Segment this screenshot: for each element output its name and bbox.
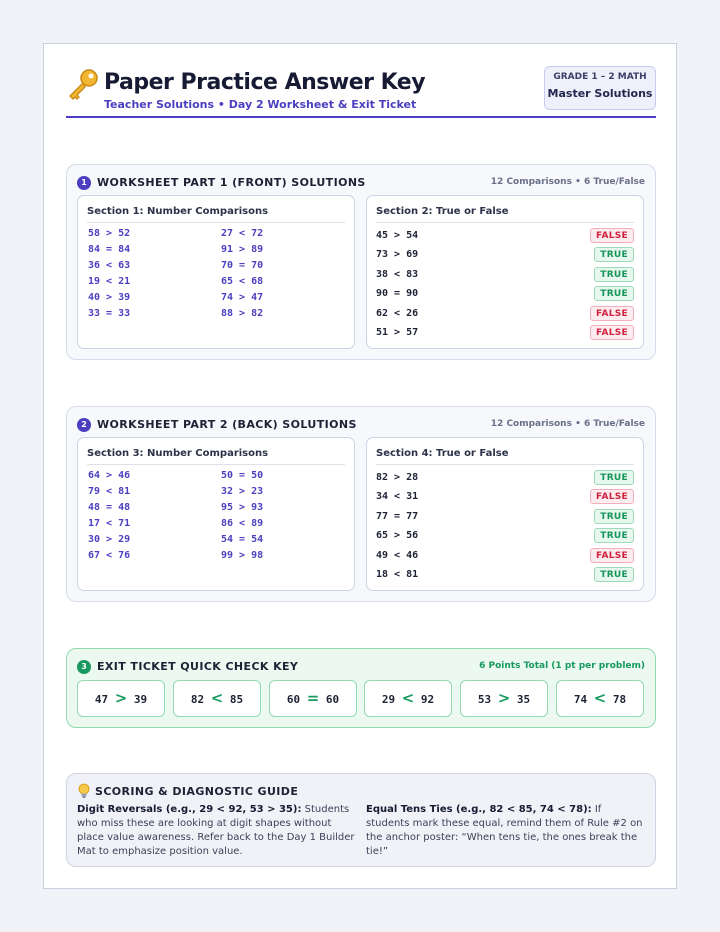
- tf-expression: 38 < 83: [376, 268, 419, 280]
- comparison-item: 17 < 71: [88, 518, 131, 529]
- comparison-item: 27 < 72: [221, 228, 264, 239]
- ticket-right-number: 92: [420, 693, 435, 706]
- comparison-item: 30 > 29: [88, 534, 131, 545]
- true-false-row: [376, 227, 634, 246]
- ticket-symbol: >: [497, 689, 511, 707]
- card-meta: 12 Comparisons • 6 True/False: [490, 419, 645, 429]
- grade-badge: [544, 66, 656, 110]
- worksheet-part-2-card: [66, 406, 656, 602]
- comparison-item: 70 = 70: [221, 260, 264, 271]
- tf-expression: 34 < 31: [376, 491, 419, 503]
- card-meta: 12 Comparisons • 6 True/False: [490, 177, 645, 187]
- ticket-right-number: 85: [229, 693, 244, 706]
- comparison-panel: [77, 195, 355, 349]
- scoring-guide-card: [66, 773, 656, 867]
- true-badge: TRUE: [594, 509, 634, 524]
- comparison-item: 32 > 23: [221, 486, 264, 497]
- section-number-badge: 3: [77, 660, 91, 674]
- tf-expression: 77 = 77: [376, 510, 419, 522]
- comparison-item: 19 < 21: [88, 276, 131, 287]
- master-solutions-label: Master Solutions: [547, 87, 653, 100]
- true-false-row: [376, 266, 634, 285]
- true-false-list: [376, 227, 634, 343]
- answer-key-page: [43, 43, 677, 889]
- ticket-symbol: =: [306, 689, 320, 707]
- comparison-item: 91 > 89: [221, 244, 264, 255]
- tf-expression: 90 = 90: [376, 288, 419, 300]
- ticket-left-number: 29: [381, 693, 396, 706]
- tf-expression: 82 > 28: [376, 472, 419, 483]
- note-body: Students who miss these are looking at digit shapes without place value awareness. Refer back to the Day 1 Builder Mat to emphasize position value.: [77, 804, 355, 857]
- comparison-item: 64 > 46: [88, 470, 131, 481]
- exit-ticket-card: [66, 648, 656, 728]
- exit-ticket-item: [364, 680, 452, 717]
- ticket-right-number: 35: [516, 693, 531, 706]
- true-false-row: [376, 285, 634, 304]
- false-badge: FALSE: [590, 306, 634, 321]
- true-false-list: [376, 469, 634, 585]
- panel-title: Section 4: True or False: [376, 448, 634, 465]
- comparison-item: 99 > 98: [221, 550, 264, 561]
- true-false-row: [376, 527, 634, 546]
- comparison-item: 33 = 33: [88, 308, 131, 319]
- false-badge: FALSE: [590, 548, 634, 563]
- page-subtitle: Teacher Solutions • Day 2 Worksheet & Exit Ticket: [104, 98, 417, 111]
- ticket-symbol: <: [401, 689, 415, 707]
- comparison-item: 86 < 89: [221, 518, 264, 529]
- page-header: [66, 66, 656, 118]
- card-meta: 6 Points Total (1 pt per problem): [479, 661, 645, 671]
- false-badge: FALSE: [590, 228, 634, 243]
- note-heading: Digit Reversals (e.g., 29 < 92, 53 > 35):: [77, 804, 302, 815]
- comparison-panel: [77, 437, 355, 591]
- true-badge: TRUE: [594, 567, 634, 582]
- tf-expression: 62 < 26: [376, 307, 419, 319]
- true-false-row: [376, 566, 634, 585]
- note-heading: Equal Tens Ties (e.g., 82 < 85, 74 < 78):: [366, 804, 592, 815]
- tf-expression: 73 > 69: [376, 249, 419, 261]
- comparison-item: 88 > 82: [221, 308, 264, 319]
- ticket-left-number: 60: [286, 693, 301, 706]
- true-false-row: [376, 246, 634, 265]
- panel-title: Section 1: Number Comparisons: [87, 206, 345, 223]
- tf-expression: 18 < 81: [376, 568, 419, 580]
- section-number-badge: 2: [77, 418, 91, 432]
- false-badge: FALSE: [590, 489, 634, 504]
- equal-tens-note: [366, 803, 644, 859]
- comparison-item: 54 = 54: [221, 534, 264, 545]
- exit-ticket-item: [556, 680, 644, 717]
- comparison-item: 79 < 81: [88, 486, 131, 497]
- ticket-symbol: <: [593, 689, 607, 707]
- ticket-symbol: <: [210, 689, 224, 707]
- page-title: Paper Practice Answer Key: [104, 70, 426, 95]
- comparison-item: 58 > 52: [88, 228, 131, 239]
- comparison-item: 95 > 93: [221, 502, 264, 513]
- exit-ticket-item: [77, 680, 165, 717]
- true-badge: TRUE: [594, 470, 634, 485]
- lightbulb-icon: [77, 783, 91, 799]
- ticket-left-number: 47: [94, 693, 109, 706]
- true-false-row: [376, 305, 634, 324]
- true-badge: TRUE: [594, 286, 634, 301]
- comparison-item: 50 = 50: [221, 470, 264, 481]
- comparison-item: 48 = 48: [88, 502, 131, 513]
- exit-ticket-item: [269, 680, 357, 717]
- grade-label: GRADE 1 – 2 MATH: [553, 72, 647, 82]
- comparison-item: 67 < 76: [88, 550, 131, 561]
- card-title: EXIT TICKET QUICK CHECK KEY: [97, 660, 299, 673]
- comparison-item: 74 > 47: [221, 292, 264, 303]
- note-body: If students mark these equal, remind them of Rule #2 on the anchor poster: “When tens tie, the ones break the tie!”: [366, 804, 643, 857]
- true-badge: TRUE: [594, 528, 634, 543]
- comparison-item: 40 > 39: [88, 292, 131, 303]
- exit-ticket-item: [173, 680, 261, 717]
- ticket-right-number: 60: [325, 693, 340, 706]
- true-false-panel: [366, 195, 644, 349]
- digit-reversals-note: [77, 803, 355, 859]
- guide-title: SCORING & DIAGNOSTIC GUIDE: [95, 785, 299, 798]
- tf-expression: 45 > 54: [376, 230, 419, 241]
- tf-expression: 51 > 57: [376, 326, 419, 338]
- card-title: WORKSHEET PART 1 (FRONT) SOLUTIONS: [97, 176, 366, 189]
- true-false-row: [376, 547, 634, 566]
- true-false-row: [376, 488, 634, 507]
- section-number-badge: 1: [77, 176, 91, 190]
- false-badge: FALSE: [590, 325, 634, 340]
- worksheet-part-1-card: [66, 164, 656, 360]
- ticket-symbol: >: [114, 689, 128, 707]
- true-badge: TRUE: [594, 267, 634, 282]
- comparison-item: 65 < 68: [221, 276, 264, 287]
- comparison-item: 36 < 63: [88, 260, 131, 271]
- true-false-row: [376, 469, 634, 488]
- ticket-right-number: 78: [612, 693, 627, 706]
- key-icon: [66, 68, 100, 102]
- exit-ticket-item: [460, 680, 548, 717]
- tf-expression: 65 > 56: [376, 530, 419, 542]
- true-badge: TRUE: [594, 247, 634, 262]
- ticket-left-number: 82: [190, 693, 205, 706]
- card-title: WORKSHEET PART 2 (BACK) SOLUTIONS: [97, 418, 357, 431]
- true-false-row: [376, 508, 634, 527]
- true-false-row: [376, 324, 634, 343]
- tf-expression: 49 < 46: [376, 549, 419, 561]
- panel-title: Section 3: Number Comparisons: [87, 448, 345, 465]
- ticket-right-number: 39: [133, 693, 148, 706]
- ticket-left-number: 74: [573, 693, 588, 706]
- panel-title: Section 2: True or False: [376, 206, 634, 223]
- comparison-item: 84 = 84: [88, 244, 131, 255]
- ticket-left-number: 53: [477, 693, 492, 706]
- true-false-panel: [366, 437, 644, 591]
